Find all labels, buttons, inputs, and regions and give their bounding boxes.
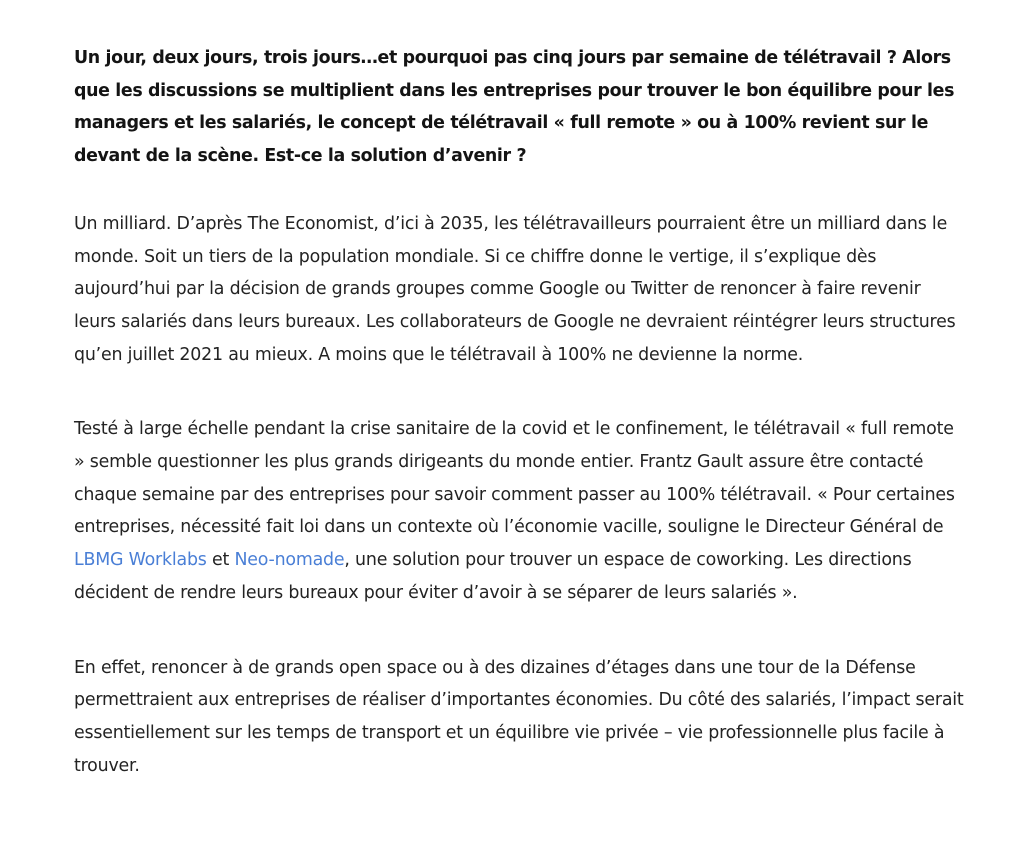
lbmg-worklabs-link[interactable]: LBMG Worklabs bbox=[74, 550, 207, 571]
article-paragraph bbox=[74, 413, 964, 609]
article-lead: Un jour, deux jours, trois jours…et pourquoi pas cinq jours par semaine de télétravail ? Alors que les discussions se multiplient dans les entreprises pour trouver le bon équilibre pour les managers et les salariés, le concept de télétravail « full remote » ou à 100% revient sur le devant de la scène. Est-ce la solution d’avenir ? bbox=[74, 48, 955, 167]
paragraph-text: Testé à large échelle pendant la crise sanitaire de la covid et le confinement, le télétravail « full remote » semble questionner les plus grands dirigeants du monde entier. Frantz Gault assure être contacté chaque semaine par des entreprises pour savoir comment passer au 100% télétravail. « Pour certaines entreprises, nécessité fait loi dans un contexte où l’économie vacille, souligne le Directeur Général de bbox=[74, 419, 955, 538]
neo-nomade-link[interactable]: Neo-nomade bbox=[234, 550, 345, 571]
article-paragraph: Un milliard. D’après The Economist, d’ici à 2035, les télétravailleurs pourraient être un milliard dans le monde. Soit un tiers de la population mondiale. Si ce chiffre donne le vertige, il s’explique dès aujourd’hui par la décision de grands groupes comme Google ou Twitter de renoncer à faire revenir leurs salariés dans leurs bureaux. Les collaborateurs de Google ne devraient réintégrer leurs structures qu’en juillet 2021 au mieux. A moins que le télétravail à 100% ne devienne la norme. bbox=[74, 213, 956, 365]
article-body bbox=[74, 42, 964, 782]
paragraph-text: et bbox=[206, 550, 235, 571]
article-paragraph: En effet, renoncer à de grands open space ou à des dizaines d’étages dans une tour de la Défense permettraient aux entreprises de réaliser d’importantes économies. Du côté des salariés, l’impact serait essentiellement sur les temps de transport et un équilibre vie privée – vie professionnelle plus facile à trouver. bbox=[74, 657, 964, 776]
paragraph-text: , une solution pour trouver un espace de coworking. Les directions décident de rendre leurs bureaux pour éviter d’avoir à se séparer de leurs salariés ». bbox=[74, 550, 912, 603]
